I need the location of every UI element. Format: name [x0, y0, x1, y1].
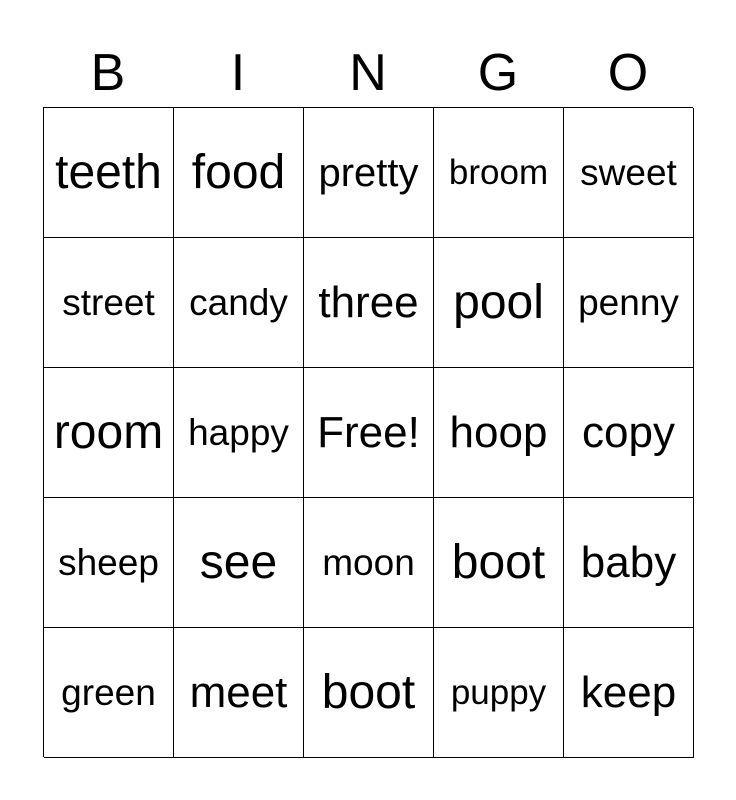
cell-word: street: [62, 282, 155, 323]
cell-word: see: [199, 535, 278, 589]
header-letter-n: N: [349, 44, 387, 102]
bingo-cell[interactable]: [304, 628, 434, 758]
cell-word: happy: [188, 412, 289, 453]
bingo-cell[interactable]: [564, 238, 694, 368]
header-letter-o: O: [607, 44, 649, 102]
cell-word: green: [61, 672, 156, 713]
bingo-cell[interactable]: [44, 628, 174, 758]
cell-word: boot: [451, 535, 546, 589]
cell-word: sheep: [58, 542, 159, 583]
bingo-cell free-space[interactable]: [304, 368, 434, 498]
bingo-cell[interactable]: [44, 368, 174, 498]
cell-word: sweet: [580, 152, 677, 193]
header-letter-i: I: [230, 44, 246, 102]
cell-word: boot: [321, 665, 416, 719]
cell-word: baby: [580, 537, 677, 587]
bingo-cell[interactable]: [174, 108, 304, 238]
cell-word: moon: [322, 542, 415, 583]
cell-word: pretty: [318, 150, 419, 195]
bingo-cell[interactable]: [564, 368, 694, 498]
bingo-cell[interactable]: [564, 498, 694, 628]
bingo-cell[interactable]: [44, 238, 174, 368]
bingo-cell[interactable]: [434, 108, 564, 238]
bingo-cell[interactable]: [564, 628, 694, 758]
cell-word: copy: [582, 407, 675, 457]
cell-word: meet: [189, 667, 288, 717]
cell-word: puppy: [450, 673, 547, 712]
bingo-board: [43, 107, 693, 757]
cell-word: pool: [453, 275, 544, 329]
bingo-cell[interactable]: [434, 238, 564, 368]
cell-word: teeth: [55, 145, 162, 199]
bingo-header: [43, 40, 693, 106]
bingo-cell[interactable]: [174, 368, 304, 498]
bingo-cell[interactable]: [564, 108, 694, 238]
bingo-cell[interactable]: [434, 368, 564, 498]
bingo-cell[interactable]: [44, 498, 174, 628]
bingo-cell[interactable]: [434, 628, 564, 758]
bingo-cell[interactable]: [304, 108, 434, 238]
bingo-cell[interactable]: [174, 238, 304, 368]
cell-word: Free!: [317, 407, 420, 457]
header-letter-b: B: [90, 44, 126, 102]
bingo-cell[interactable]: [174, 628, 304, 758]
cell-word: candy: [189, 282, 288, 323]
cell-word: three: [318, 277, 419, 327]
header-letter-g: G: [477, 44, 519, 102]
cell-word: penny: [578, 282, 679, 323]
cell-word: hoop: [449, 407, 548, 457]
bingo-cell[interactable]: [174, 498, 304, 628]
cell-word: keep: [580, 667, 677, 717]
cell-word: room: [53, 405, 164, 459]
cell-word: food: [191, 145, 286, 199]
cell-word: broom: [448, 153, 549, 192]
bingo-cell[interactable]: [304, 498, 434, 628]
bingo-cell[interactable]: [44, 108, 174, 238]
bingo-cell[interactable]: [304, 238, 434, 368]
bingo-cell[interactable]: [434, 498, 564, 628]
